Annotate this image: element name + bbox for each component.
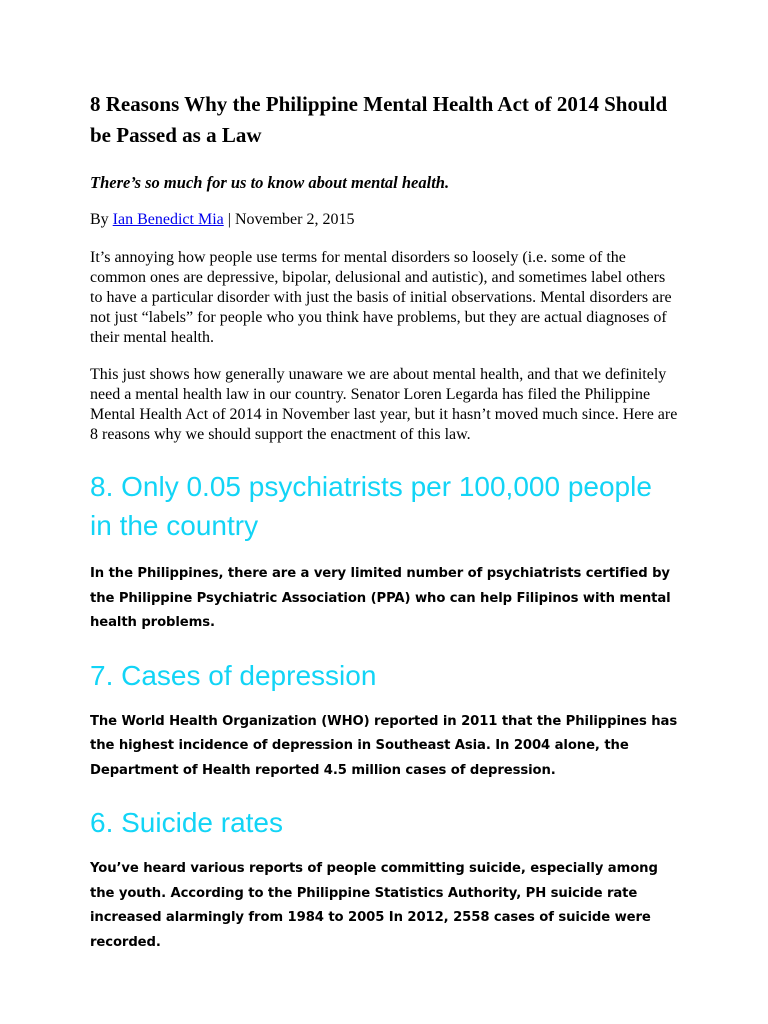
- byline: [90, 210, 678, 230]
- reason-section: [90, 803, 678, 955]
- reason-section: [90, 467, 678, 636]
- article-subtitle: There’s so much for us to know about mental health.: [90, 173, 450, 192]
- author-link[interactable]: Ian Benedict Mia: [112, 211, 224, 228]
- reason-body: The World Health Organization (WHO) reported in 2011 that the Philippines has the highest incidence of depression in Southeast Asia. In 2004 alone, the Department of Health reported 4.5 million cases of depression.: [90, 713, 678, 778]
- reason-body: You’ve heard various reports of people committing suicide, especially among the youth. According to the Philippine Statistics Authority, PH suicide rate increased alarmingly from 1984 to 2005 In 2012, 2558 cases of suicide were recorded.: [90, 861, 658, 950]
- byline-prefix: By: [90, 211, 113, 228]
- intro-paragraph: It’s annoying how people use terms for mental disorders so loosely (i.e. some of the common ones are depressive, bipolar, delusional and autistic), and sometimes label others to have a particular disorder with just the basis of initial observations. Mental disorders are not just “labels” for people who you think have problems, but they are actual diagnoses of their mental health.: [90, 249, 672, 346]
- byline-separator: |: [223, 211, 235, 228]
- reason-heading: 8. Only 0.05 psychiatrists per 100,000 people in the country: [90, 471, 652, 541]
- publish-date: November 2, 2015: [234, 211, 355, 228]
- reason-body: In the Philippines, there are a very limited number of psychiatrists certified by the Philippine Psychiatric Association (PPA) who can help Filipinos with mental health problems.: [90, 566, 671, 630]
- reason-heading: 6. Suicide rates: [90, 807, 283, 838]
- reason-section: [90, 656, 678, 784]
- reason-heading: 7. Cases of depression: [90, 659, 377, 691]
- intro-paragraph: This just shows how generally unaware we are about mental health, and that we definitely need a mental health law in our country. Senator Loren Legarda has filed the Philippine Mental Health Act of 2014 in November last year, but it hasn’t moved much since. Here are 8 reasons why we should support the enactment of this law.: [90, 366, 678, 443]
- article-title: 8 Reasons Why the Philippine Mental Health Act of 2014 Should be Passed as a Law: [90, 92, 668, 147]
